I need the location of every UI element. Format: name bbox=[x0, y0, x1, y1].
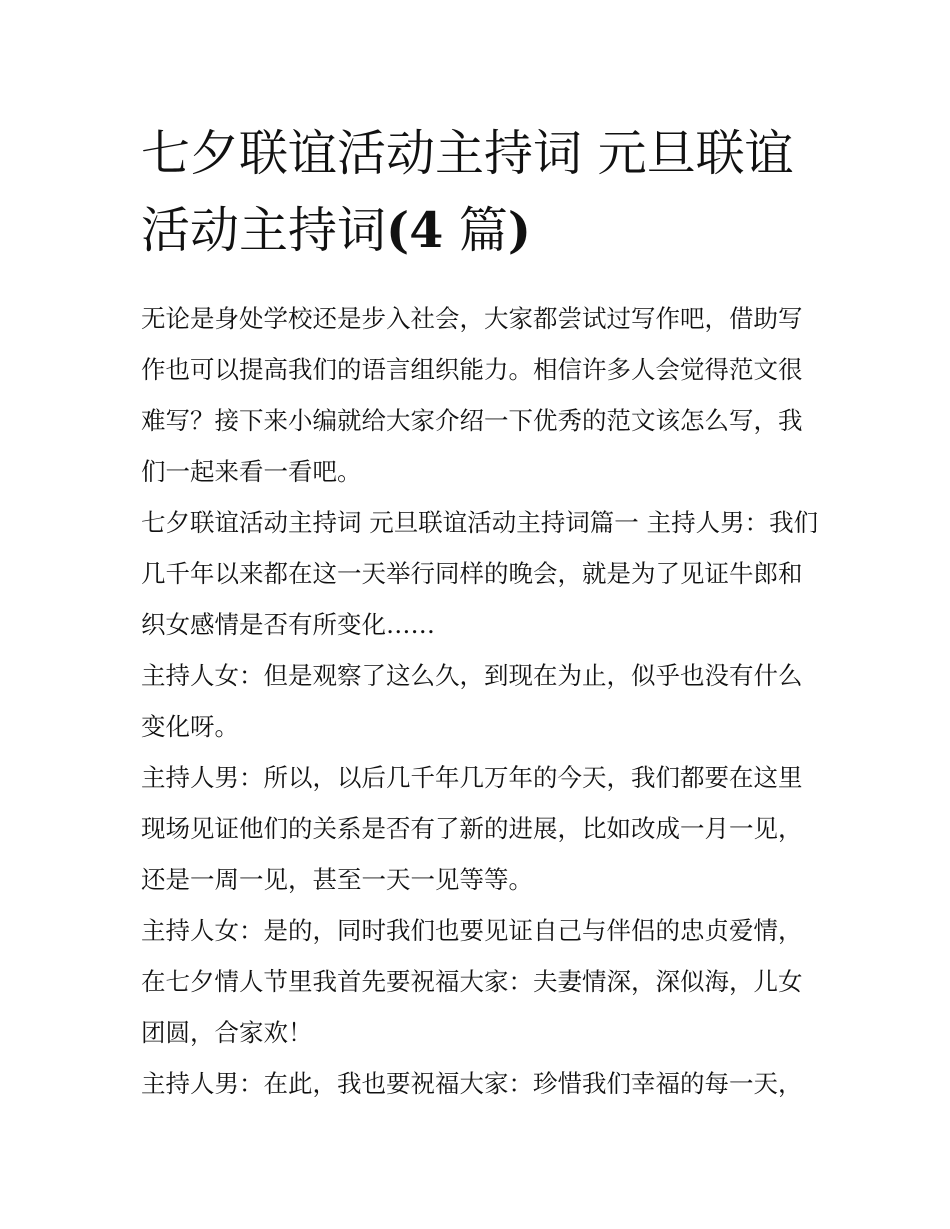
title-line-2-part-4: ) bbox=[507, 201, 532, 259]
paragraph-2: 主持人女：但是观察了这么久，到现在为止，似乎也没有什么变化呀。 bbox=[141, 661, 803, 741]
title-line-2-part-1: 活动主持词 bbox=[141, 202, 387, 259]
paragraph-4: 主持人女：是的，同时我们也要见证自己与伴侣的忠贞爱情，在七夕情人节里我首先要祝福大家：夫妻情深，深似海，儿女团圆，合家欢！ bbox=[141, 916, 803, 1047]
paragraph-3: 主持人男：所以，以后几千年几万年的今天，我们都要在这里现场见证他们的关系是否有了新的进展，比如改成一月一见，还是一周一见，甚至一天一见等等。 bbox=[141, 763, 803, 894]
title-line-2-part-3: 篇 bbox=[443, 202, 508, 259]
paragraph-intro: 无论是身处学校还是步入社会，大家都尝试过写作吧，借助写作也可以提高我们的语言组织能力。相信许多人会觉得范文很难写？接下来小编就给大家介绍一下优秀的范文该怎么写，我们一起来看一看吧。 bbox=[141, 304, 803, 486]
document-title bbox=[141, 0, 821, 269]
document-page bbox=[141, 0, 821, 1109]
paragraph-1: 七夕联谊活动主持词 元旦联谊活动主持词篇一 主持人男：我们几千年以来都在这一天举行同样的晚会，就是为了见证牛郎和织女感情是否有所变化…… bbox=[141, 508, 819, 639]
document-body bbox=[141, 293, 821, 1109]
title-line-1: 七夕联谊活动主持词 元旦联谊 bbox=[141, 125, 794, 182]
paragraph-5: 主持人男：在此，我也要祝福大家：珍惜我们幸福的每一天， bbox=[141, 1069, 803, 1098]
title-line-2-part-2: (4 bbox=[386, 201, 444, 259]
